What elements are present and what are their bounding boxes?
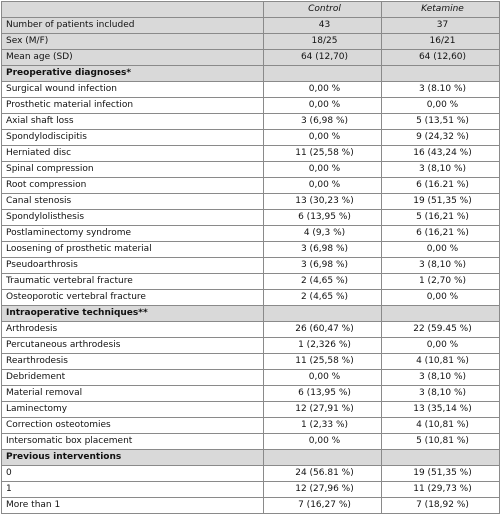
- control-value: 7 (16,27 %): [264, 498, 382, 514]
- ketamine-value: 19 (51,35 %): [382, 466, 500, 482]
- row-label: Loosening of prosthetic material: [2, 242, 264, 258]
- table-row: [2, 242, 500, 258]
- empty-cell: [264, 66, 382, 82]
- table-row: [2, 434, 500, 450]
- control-value: 64 (12,70): [264, 50, 382, 66]
- header-ketamine: Ketamine: [382, 2, 500, 18]
- row-label: Material removal: [2, 386, 264, 402]
- table-row: [2, 482, 500, 498]
- ketamine-value: 0,00 %: [382, 242, 500, 258]
- ketamine-value: 37: [382, 18, 500, 34]
- row-label: Postlaminectomy syndrome: [2, 226, 264, 242]
- section-header-row: [2, 66, 500, 82]
- empty-cell: [382, 66, 500, 82]
- row-label: Root compression: [2, 178, 264, 194]
- row-label: Axial shaft loss: [2, 114, 264, 130]
- row-label: Prosthetic material infection: [2, 98, 264, 114]
- control-value: 4 (9,3 %): [264, 226, 382, 242]
- header-label-cell: [2, 2, 264, 18]
- table-row: [2, 146, 500, 162]
- control-value: 11 (25,58 %): [264, 354, 382, 370]
- ketamine-value: 3 (8,10 %): [382, 162, 500, 178]
- row-label: Surgical wound infection: [2, 82, 264, 98]
- ketamine-value: 6 (16.21 %): [382, 178, 500, 194]
- control-value: 1 (2,326 %): [264, 338, 382, 354]
- control-value: 3 (6,98 %): [264, 114, 382, 130]
- control-value: 24 (56.81 %): [264, 466, 382, 482]
- table-row: [2, 466, 500, 482]
- table-row: [2, 402, 500, 418]
- row-label: Laminectomy: [2, 402, 264, 418]
- table-row: [2, 354, 500, 370]
- empty-cell: [382, 306, 500, 322]
- ketamine-value: 13 (35,14 %): [382, 402, 500, 418]
- table-row: [2, 82, 500, 98]
- ketamine-value: 9 (24,32 %): [382, 130, 500, 146]
- section-header-row: [2, 450, 500, 466]
- row-label: 0: [2, 466, 264, 482]
- ketamine-value: 5 (10,81 %): [382, 434, 500, 450]
- ketamine-value: 3 (8,10 %): [382, 370, 500, 386]
- table-body: [2, 18, 500, 514]
- row-label: 1: [2, 482, 264, 498]
- control-value: 0,00 %: [264, 434, 382, 450]
- control-value: 6 (13,95 %): [264, 210, 382, 226]
- ketamine-value: 0,00 %: [382, 98, 500, 114]
- header-control: Control: [264, 2, 382, 18]
- control-value: 0,00 %: [264, 162, 382, 178]
- control-value: 0,00 %: [264, 130, 382, 146]
- ketamine-value: 4 (10,81 %): [382, 418, 500, 434]
- row-label: Mean age (SD): [2, 50, 264, 66]
- ketamine-value: 16/21: [382, 34, 500, 50]
- table-row: [2, 258, 500, 274]
- section-label: Intraoperative techniques**: [2, 306, 264, 322]
- row-label: Percutaneous arthrodesis: [2, 338, 264, 354]
- table-header-row: [2, 2, 500, 18]
- control-value: 0,00 %: [264, 370, 382, 386]
- row-label: Canal stenosis: [2, 194, 264, 210]
- ketamine-value: 22 (59.45 %): [382, 322, 500, 338]
- table-row: [2, 162, 500, 178]
- table-row: [2, 34, 500, 50]
- control-value: 26 (60,47 %): [264, 322, 382, 338]
- table-row: [2, 194, 500, 210]
- control-value: 13 (30,23 %): [264, 194, 382, 210]
- table-row: [2, 98, 500, 114]
- table-row: [2, 498, 500, 514]
- table-row: [2, 130, 500, 146]
- row-label: More than 1: [2, 498, 264, 514]
- ketamine-value: 5 (16,21 %): [382, 210, 500, 226]
- control-value: 6 (13,95 %): [264, 386, 382, 402]
- patient-characteristics-table: [1, 1, 500, 514]
- control-value: 43: [264, 18, 382, 34]
- row-label: Debridement: [2, 370, 264, 386]
- ketamine-value: 5 (13,51 %): [382, 114, 500, 130]
- control-value: 3 (6,98 %): [264, 258, 382, 274]
- row-label: Intersomatic box placement: [2, 434, 264, 450]
- ketamine-value: 6 (16,21 %): [382, 226, 500, 242]
- table-row: [2, 274, 500, 290]
- control-value: 12 (27,96 %): [264, 482, 382, 498]
- table-row: [2, 226, 500, 242]
- control-value: 18/25: [264, 34, 382, 50]
- control-value: 1 (2,33 %): [264, 418, 382, 434]
- control-value: 2 (4,65 %): [264, 274, 382, 290]
- section-label: Preoperative diagnoses*: [2, 66, 264, 82]
- control-value: 0,00 %: [264, 82, 382, 98]
- table-row: [2, 210, 500, 226]
- table-row: [2, 178, 500, 194]
- section-header-row: [2, 306, 500, 322]
- ketamine-value: 11 (29,73 %): [382, 482, 500, 498]
- ketamine-value: 16 (43,24 %): [382, 146, 500, 162]
- table-row: [2, 50, 500, 66]
- ketamine-value: 3 (8,10 %): [382, 258, 500, 274]
- table-row: [2, 338, 500, 354]
- ketamine-value: 0,00 %: [382, 338, 500, 354]
- table-row: [2, 322, 500, 338]
- row-label: Arthrodesis: [2, 322, 264, 338]
- table-row: [2, 18, 500, 34]
- ketamine-value: 3 (8,10 %): [382, 386, 500, 402]
- row-label: Spondylodiscipitis: [2, 130, 264, 146]
- control-value: 12 (27,91 %): [264, 402, 382, 418]
- ketamine-value: 0,00 %: [382, 290, 500, 306]
- control-value: 0,00 %: [264, 98, 382, 114]
- row-label: Rearthrodesis: [2, 354, 264, 370]
- control-value: 3 (6,98 %): [264, 242, 382, 258]
- row-label: Sex (M/F): [2, 34, 264, 50]
- ketamine-value: 19 (51,35 %): [382, 194, 500, 210]
- table-row: [2, 370, 500, 386]
- ketamine-value: 7 (18,92 %): [382, 498, 500, 514]
- row-label: Correction osteotomies: [2, 418, 264, 434]
- row-label: Pseudoarthrosis: [2, 258, 264, 274]
- ketamine-value: 1 (2,70 %): [382, 274, 500, 290]
- control-value: 11 (25,58 %): [264, 146, 382, 162]
- ketamine-value: 64 (12,60): [382, 50, 500, 66]
- row-label: Spondylolisthesis: [2, 210, 264, 226]
- control-value: 0,00 %: [264, 178, 382, 194]
- ketamine-value: 3 (8.10 %): [382, 82, 500, 98]
- table-row: [2, 114, 500, 130]
- control-value: 2 (4,65 %): [264, 290, 382, 306]
- table-row: [2, 418, 500, 434]
- row-label: Osteoporotic vertebral fracture: [2, 290, 264, 306]
- empty-cell: [264, 306, 382, 322]
- table-row: [2, 386, 500, 402]
- ketamine-value: 4 (10,81 %): [382, 354, 500, 370]
- empty-cell: [382, 450, 500, 466]
- table-row: [2, 290, 500, 306]
- empty-cell: [264, 450, 382, 466]
- row-label: Herniated disc: [2, 146, 264, 162]
- row-label: Spinal compression: [2, 162, 264, 178]
- section-label: Previous interventions: [2, 450, 264, 466]
- row-label: Traumatic vertebral fracture: [2, 274, 264, 290]
- row-label: Number of patients included: [2, 18, 264, 34]
